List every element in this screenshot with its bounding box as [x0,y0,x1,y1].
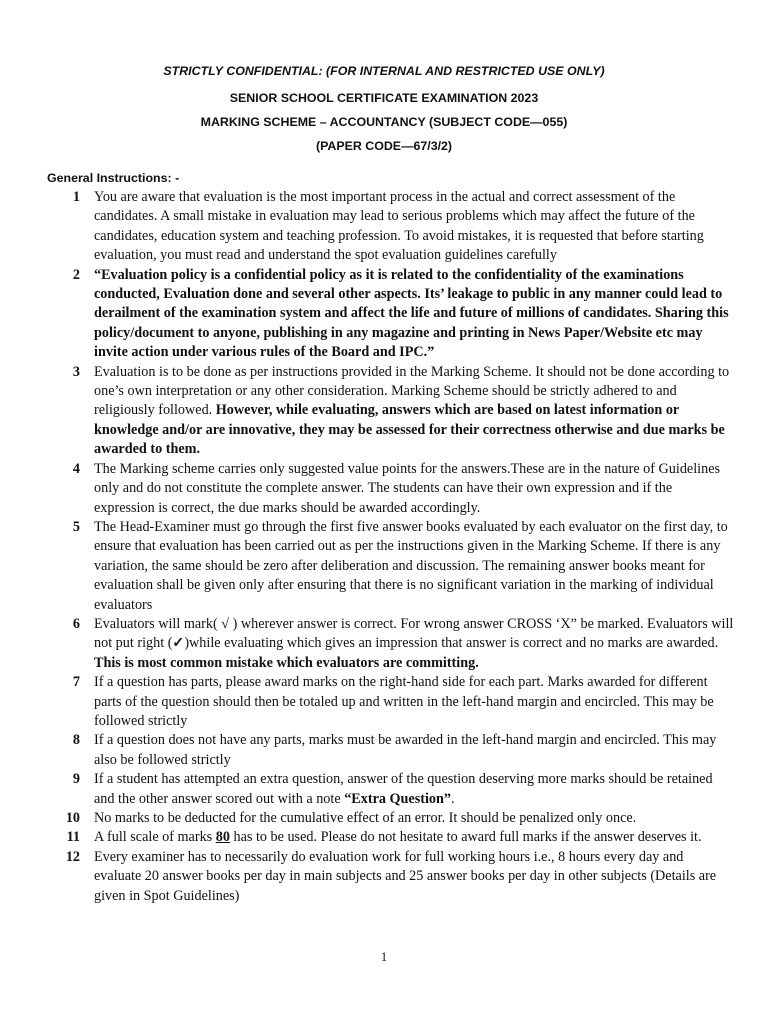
tick-mark-icon: ✓ [172,635,185,652]
item-number: 5 [72,518,80,535]
item-text [94,363,734,460]
item-text: You are aware that evaluation is the most important process in the actual and correct assessment of the candidates. A small mistake in evaluation may lead to serious problems which may affect the future of the candidates, education system and teaching profession. To avoid mistakes, it is requested that before starting evaluation, you must read and understand the spot evaluation guidelines carefully [94,189,704,264]
item-text-part: has to be used. Please do not hesitate to award full marks if the answer deserves it. [233,829,702,846]
item-text-bold: “Evaluation policy is a confidential policy as it is related to the confidentiality of the examinations conducted, Evaluation done and several other aspects. Its’ leakage to public in any manner could lead to derailment of the examination system and affect the life and future of millions of candidates. Sharing this policy/document to anyone, publishing in any magazine and printing in News Paper/Website etc may invite action under various rules of the Board and IPC.” [94,266,729,361]
item-text: No marks to be deducted for the cumulative effect of an error. It should be penalized only once. [94,810,637,826]
item-text: The Head-Examiner must go through the first five answer books evaluated by each evaluator on the first day, to ensure that evaluation has been carried out as per the instructions given in the Marking Scheme. If there is any variation, the same should be zero after deliberation and discussion. The remaining answer books meant for evaluation shall be given only after ensuring that there is no significant variation in the marking of individual evaluators [94,518,728,613]
item-number: 4 [72,460,80,477]
item-text-part: A full scale of marks [94,829,213,846]
list-item [0,731,768,770]
general-instructions-heading: General Instructions: - [47,171,180,185]
item-number: 6 [72,615,80,632]
list-item [0,770,768,809]
item-number: 9 [72,771,80,788]
item-text-bold: This is most common mistake which evaluators are committing. [94,654,479,671]
page-number: 1 [380,950,388,964]
item-number: 2 [72,266,80,283]
list-item [0,518,768,615]
item-text: Every examiner has to necessarily do evaluation work for full working hours i.e., 8 hours every day and evaluate 20 answer books per day in main subjects and 25 answer books per day in other subjects (Details are given in Spot Guidelines) [94,848,717,904]
item-text-part: If a student has attempted an extra question, answer of the question deserving more marks should be retained and the other answer scored out with a note [94,771,713,807]
item-text: The Marking scheme carries only suggested value points for the answers.These are in the nature of Guidelines only and do not constitute the complete answer. The students can have their own expression and if the expression is correct, the due marks should be awarded accordingly. [94,460,721,516]
item-text-part: )while evaluating which gives an impression that answer is correct and no marks are awarded. [184,635,719,652]
confidential-header: STRICTLY CONFIDENTIAL: (FOR INTERNAL AND RESTRICTED USE ONLY) [163,64,605,78]
list-item [0,828,768,847]
item-text-bold: “Extra Question” [344,790,451,807]
list-item [0,809,768,828]
list-item [0,848,768,906]
item-text [94,266,734,363]
item-text [94,828,734,847]
list-item [0,615,768,673]
item-text-part: . [451,790,455,807]
marking-scheme-title: MARKING SCHEME – ACCOUNTANCY (SUBJECT CODE—055) [200,115,568,129]
item-number: 7 [72,674,80,691]
item-text: If a question has parts, please award marks on the right-hand side for each part. Marks awarded for different parts of the question should then be totaled up and written in the left-hand margin and encircled. This may be followed strictly [94,674,714,729]
item-text [94,770,734,809]
list-item [0,460,768,518]
list-item [0,266,768,363]
list-item [0,363,768,460]
item-number: 3 [72,363,80,380]
list-item [0,673,768,731]
item-text-part: Evaluators will mark( √ ) wherever answer is correct. For wrong answer CROSS ‘X” be marked. Evaluators will not put right ( [94,615,734,652]
item-text: If a question does not have any parts, marks must be awarded in the left-hand margin and encircled. This may also be followed strictly [94,732,717,768]
item-text-bold: However, while evaluating, answers which are based on latest information or knowledge and/or are innovative, they may be assessed for their correctness otherwise and due marks be awarded to them. [94,402,725,458]
full-marks-value: 80 [215,829,230,846]
exam-title: SENIOR SCHOOL CERTIFICATE EXAMINATION 2023 [229,91,539,105]
instructions-list [0,188,768,906]
item-number: 8 [72,732,80,749]
item-number: 12 [65,848,80,865]
item-number: 10 [65,810,80,826]
item-number: 11 [66,829,80,846]
paper-code: (PAPER CODE—67/3/2) [315,139,453,153]
item-text-part: Evaluation is to be done as per instructions provided in the Marking Scheme. It should not be done according to one’s own interpretation or any other consideration. Marking Scheme should be strictly adhered to and religiously followed. [94,363,730,419]
item-number: 1 [72,189,80,205]
list-item [0,188,768,266]
item-text [94,615,734,673]
